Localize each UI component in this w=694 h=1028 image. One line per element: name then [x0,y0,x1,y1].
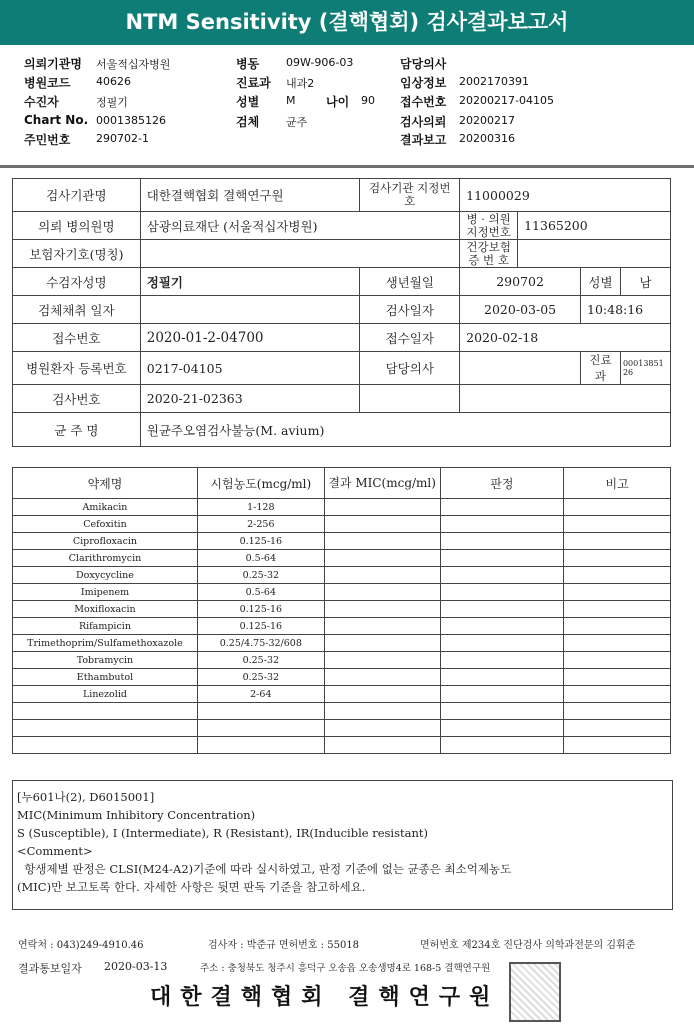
drug-cell-conc: 0.25-32 [197,652,324,669]
header-label: 검사의뢰 [400,115,447,129]
table-row [13,737,671,754]
header-value: 0001385126 [96,114,166,127]
test-time-value: 10:48:16 [581,296,671,324]
footer-specialist: 면허번호 제234호 진단검사 의학과전문의 김휘준 [420,940,636,951]
header-value: 20200217-04105 [459,94,554,107]
header-value: 40626 [96,75,131,88]
header-label: 접수번호 [400,95,447,109]
drug-cell-drug: Doxycycline [13,567,198,584]
drug-cell-judgement [440,567,564,584]
footer-org-name: 대한결핵협회 결핵연구원 [150,984,500,1010]
drug-cell-conc: 2-256 [197,516,324,533]
notes-box [12,780,673,910]
hosp-num-label: 병 · 의원 지정번호 [460,212,518,240]
header-label: 나이 [326,95,350,109]
drug-cell-remark [564,516,671,533]
header-value: 09W-906-03 [286,56,354,69]
strain-label: 균 주 명 [13,413,141,447]
drug-cell-drug: Moxifloxacin [13,601,198,618]
drug-cell-mic [324,550,440,567]
note-line: (MIC)만 보고토록 한다. 자세한 사항은 뒷면 판독 기준을 참고하세요. [17,880,366,894]
drug-cell-drug [13,737,198,754]
test-date-label: 검사일자 [360,296,460,324]
note-line: MIC(Minimum Inhibitory Concentration) [17,808,256,822]
drug-cell-mic [324,533,440,550]
drug-cell-remark [564,499,671,516]
header-value: 90 [361,94,375,107]
report-title: NTM Sensitivity (결핵협회) 검사결과보고서 [0,0,694,45]
health-num-value [518,240,671,268]
exam-org-label: 검사기관명 [13,179,141,212]
reception-date-label: 접수일자 [360,324,460,352]
doctor-value [460,352,581,385]
header-value: 서울적십자병원 [96,58,171,71]
collect-label: 검체채취 일자 [13,296,141,324]
dept-label: 진료과 [581,352,621,385]
drug-cell-conc: 0.25-32 [197,567,324,584]
header-value: 20200316 [459,132,515,145]
drug-cell-drug: Tobramycin [13,652,198,669]
req-hosp-label: 의뢰 병의원명 [13,212,141,240]
drug-cell-judgement [440,737,564,754]
drug-cell-drug: Ethambutol [13,669,198,686]
reg-label: 병원환자 등록번호 [13,352,141,385]
header-label: 의뢰기관명 [24,57,82,71]
header-value: 290702-1 [96,132,149,145]
drug-cell-remark [564,618,671,635]
header-label: 수진자 [24,95,59,109]
drug-cell-conc: 2-64 [197,686,324,703]
drug-cell-judgement [440,669,564,686]
header-label: 성별 [236,95,260,109]
drug-cell-remark [564,601,671,618]
drug-cell-drug: Amikacin [13,499,198,516]
drug-cell-drug: Linezolid [13,686,198,703]
drug-cell-conc: 0.125-16 [197,601,324,618]
req-hosp-value: 삼광의료재단 (서울적십자병원) [140,212,459,240]
header-value: 정필기 [96,96,128,109]
reception-value: 2020-01-2-04700 [140,324,360,352]
drug-cell-conc: 0.5-64 [197,584,324,601]
footer-address: 주소 : 충청북도 청주시 흥덕구 오송읍 오송생명4로 168-5 결핵연구원 [200,963,491,974]
header-label: 담당의사 [400,57,447,71]
drug-cell-mic [324,516,440,533]
drug-cell-remark [564,652,671,669]
official-seal [509,962,561,1022]
drug-cell-conc [197,720,324,737]
drug-cell-judgement [440,635,564,652]
drug-cell-judgement [440,550,564,567]
drug-cell-drug: Rifampicin [13,618,198,635]
health-num-label: 건강보험 증 번 호 [460,240,518,268]
drug-cell-conc: 0.125-16 [197,533,324,550]
drug-cell-remark [564,533,671,550]
dept-value: 0001385126 [620,352,670,385]
table-row [13,618,671,635]
reception-date-value: 2020-02-18 [460,324,671,352]
drug-cell-mic [324,499,440,516]
test-date-value: 2020-03-05 [460,296,581,324]
doctor-label: 담당의사 [360,352,460,385]
table-row [13,516,671,533]
drug-cell-drug: Trimethoprim/Sulfamethoxazole [13,635,198,652]
insured-value [140,240,459,268]
patient-info-table [12,178,671,447]
header-value: 2002170391 [459,75,529,88]
table-row [13,703,671,720]
insured-label: 보험자기호(명칭) [13,240,141,268]
drug-cell-mic [324,703,440,720]
drug-cell-conc: 0.125-16 [197,618,324,635]
drug-cell-drug: Cefoxitin [13,516,198,533]
drug-cell-conc [197,737,324,754]
drug-cell-mic [324,635,440,652]
birth-value: 290702 [460,268,581,296]
patient-value: 정필기 [140,268,360,296]
drug-cell-remark [564,584,671,601]
drug-cell-remark [564,737,671,754]
drug-cell-mic [324,737,440,754]
drug-cell-mic [324,720,440,737]
patient-label: 수검자성명 [13,268,141,296]
sex-label: 성별 [581,268,621,296]
drug-cell-judgement [440,584,564,601]
header-label: 임상정보 [400,76,447,90]
header-remark: 비고 [564,468,671,499]
drug-cell-mic [324,567,440,584]
drug-cell-remark [564,720,671,737]
header-value: 균주 [286,116,308,129]
drug-cell-conc: 0.5-64 [197,550,324,567]
table-row [13,652,671,669]
header-label: 결과보고 [400,133,447,147]
header-value: 내과2 [286,77,315,90]
footer-report-date-value: 2020-03-13 [104,960,168,973]
header-label: Chart No. [24,113,89,127]
table-row [13,499,671,516]
footer-phone: 연락처 : 043)249-4910.46 [18,940,144,951]
hosp-num-value: 11365200 [518,212,671,240]
note-line: <Comment> [17,844,93,858]
table-row [13,720,671,737]
drug-cell-remark [564,703,671,720]
drug-cell-remark [564,550,671,567]
drug-cell-conc: 0.25/4.75-32/608 [197,635,324,652]
header-label: 병동 [236,57,260,71]
exam-org-num-value: 11000029 [460,179,671,212]
drug-cell-mic [324,584,440,601]
table-row [13,635,671,652]
header-drug: 약제명 [13,468,198,499]
drug-cell-drug: Clarithromycin [13,550,198,567]
drug-cell-drug [13,703,198,720]
drug-cell-remark [564,669,671,686]
drug-cell-conc [197,703,324,720]
footer-examiner: 검사자 : 박준규 면허번호 : 55018 [208,940,360,951]
collect-value [140,296,360,324]
exam-org-num-label: 검사기관 지정번호 [360,179,460,212]
drug-cell-remark [564,686,671,703]
drug-cell-judgement [440,720,564,737]
birth-label: 생년월일 [360,268,460,296]
drug-cell-judgement [440,703,564,720]
test-num-label: 검사번호 [13,385,141,413]
exam-org-value: 대한결핵협회 결핵연구원 [140,179,360,212]
report-header [0,45,694,168]
drug-cell-judgement [440,686,564,703]
table-row [13,550,671,567]
reception-label: 접수번호 [13,324,141,352]
header-label: 진료과 [236,76,271,90]
drug-cell-drug: Imipenem [13,584,198,601]
drug-cell-judgement [440,533,564,550]
note-line: S (Susceptible), I (Intermediate), R (Resistant), IR(Inducible resistant) [17,826,428,840]
drug-cell-remark [564,567,671,584]
drug-cell-drug: Ciprofloxacin [13,533,198,550]
drug-cell-conc: 1-128 [197,499,324,516]
drug-cell-remark [564,635,671,652]
drug-cell-judgement [440,618,564,635]
drug-cell-mic [324,601,440,618]
test-num-value: 2020-21-02363 [140,385,360,413]
header-label: 검체 [236,115,260,129]
footer-report-date-label: 결과통보일자 [18,962,82,975]
drug-cell-mic [324,618,440,635]
table-row [13,686,671,703]
drug-cell-drug [13,720,198,737]
drug-sensitivity-table [12,467,671,754]
drug-cell-judgement [440,601,564,618]
empty-cell [360,385,460,413]
table-row [13,584,671,601]
header-label: 주민번호 [24,133,71,147]
note-line: 항생제별 판정은 CLSI(M24-A2)기준에 따라 실시하였고, 판정 기준에 없는 균종은 최소억제농도 [17,862,512,876]
drug-cell-judgement [440,516,564,533]
drug-cell-mic [324,686,440,703]
table-row [13,533,671,550]
header-judgement: 판정 [440,468,564,499]
table-row [13,601,671,618]
header-value: 20200217 [459,114,515,127]
reg-value: 0217-04105 [140,352,360,385]
empty-cell [460,385,671,413]
table-row [13,669,671,686]
drug-cell-judgement [440,499,564,516]
sex-value: 남 [620,268,670,296]
drug-cell-mic [324,669,440,686]
drug-cell-judgement [440,652,564,669]
header-value: M [286,94,296,107]
table-row [13,567,671,584]
header-conc: 시험농도(mcg/ml) [197,468,324,499]
header-mic: 결과 MIC(mcg/ml) [324,468,440,499]
strain-value: 원균주오염검사불능(M. avium) [140,413,670,447]
header-label: 병원코드 [24,76,71,90]
drug-cell-conc: 0.25-32 [197,669,324,686]
drug-cell-mic [324,652,440,669]
note-line: [누601나(2), D6015001] [17,790,155,804]
